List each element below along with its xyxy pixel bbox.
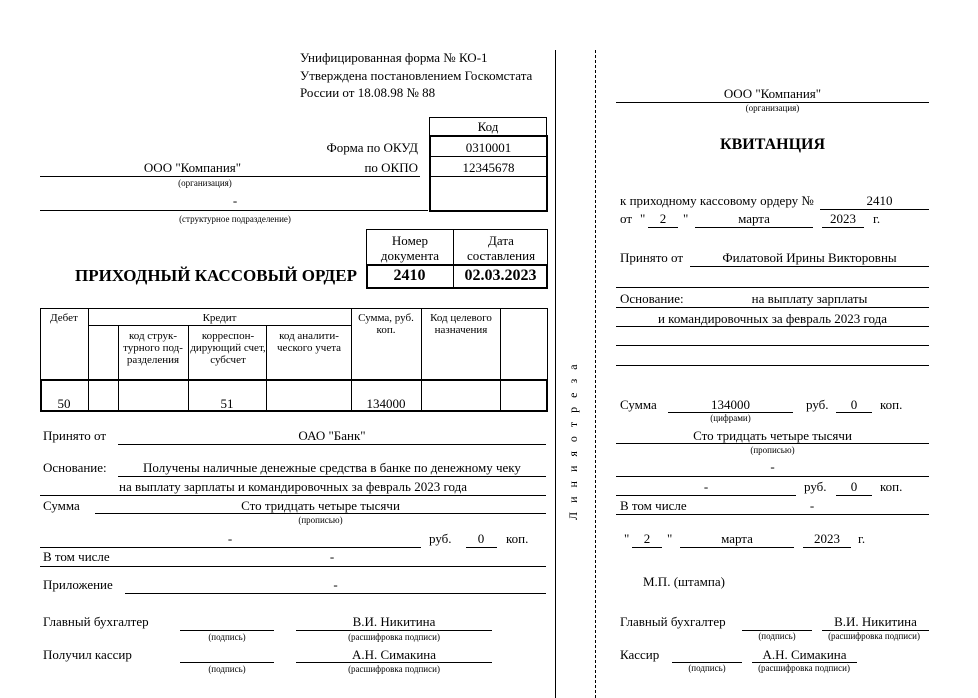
- receipt-kop2-value: 0: [850, 479, 858, 494]
- receipt-to-order-label: к приходному кассовому ордеру №: [620, 193, 814, 208]
- okud-value: 0310001: [465, 140, 512, 155]
- attachment-label: Приложение: [43, 577, 113, 592]
- accounts-table-row: [40, 379, 548, 412]
- attachment-value: -: [333, 577, 338, 592]
- kop-label: коп.: [506, 531, 529, 546]
- kop-value: 0: [477, 531, 485, 546]
- receipt-received-from-label: Принято от: [620, 250, 684, 265]
- receipt-quote-close: ": [683, 211, 689, 226]
- chief-decode-caption: (расшифровка подписи): [348, 632, 440, 642]
- col-debit: Дебет: [50, 312, 78, 324]
- receipt-cashier-name: А.Н. Симакина: [762, 647, 847, 662]
- cashier-name: А.Н. Симакина: [351, 647, 437, 662]
- doc-date: 02.03.2023: [464, 267, 537, 284]
- sum-words: Сто тридцать четыре тысячи: [241, 498, 400, 513]
- receipt-order-number: 2410: [866, 193, 893, 208]
- receipt-kop2-label: коп.: [880, 479, 903, 494]
- receipt-rub-dash: -: [703, 479, 709, 494]
- received-from-value: ОАО "Банк": [298, 428, 366, 443]
- receipt-from-label: от: [620, 211, 633, 226]
- including-label: В том числе: [43, 549, 110, 564]
- col-analytic: код аналити-ческого учета: [276, 330, 342, 354]
- form-header-line1: Унифицированная форма № КО-1: [300, 50, 488, 65]
- receipt-sum-words: Сто тридцать четыре тысячи: [693, 428, 852, 443]
- receipt-quote-open: ": [640, 211, 646, 226]
- doc-title: ПРИХОДНЫЙ КАССОВЫЙ ОРДЕР: [75, 266, 357, 285]
- form-header-line3: России от 18.08.98 № 88: [300, 85, 436, 100]
- basis-line2: на выплату зарплаты и командировочных за февраль 2023 года: [119, 479, 467, 494]
- receipt-including-label: В том числе: [620, 498, 687, 513]
- division-caption: (структурное подразделение): [179, 214, 291, 224]
- receipt-stamp: М.П. (штампа): [643, 574, 725, 589]
- rub-label: руб.: [429, 531, 452, 546]
- receipt-cashier-sign-caption: (подпись): [688, 663, 726, 673]
- receipt-words-dash: -: [770, 459, 775, 474]
- okud-label: Форма по ОКУД: [326, 140, 418, 155]
- receipt-rub2-label: руб.: [804, 479, 827, 494]
- doc-date-header: Дата составления: [466, 233, 536, 263]
- receipt-kop-value: 0: [850, 397, 858, 412]
- col-corr: корреспон-дирующий счет, субсчет: [190, 330, 266, 366]
- received-from-label: Принято от: [43, 428, 107, 443]
- receipt-chief-sign-caption: (подпись): [758, 631, 796, 641]
- receipt-quote2-open: ": [624, 531, 630, 546]
- receipt-rub-label: руб.: [806, 397, 829, 412]
- receipt-cashier-decode-caption: (расшифровка подписи): [758, 663, 850, 673]
- cashier-sign-caption: (подпись): [208, 664, 246, 674]
- receipt-chief-name: В.И. Никитина: [834, 614, 917, 629]
- receipt-day: 2: [659, 211, 667, 226]
- cut-line-dashed: [595, 50, 596, 698]
- receipt-chief-decode-caption: (расшифровка подписи): [828, 631, 920, 641]
- col-credit: Кредит: [202, 312, 237, 324]
- receipt-digits-caption: (цифрами): [710, 413, 751, 423]
- okpo-label: по ОКПО: [364, 160, 418, 175]
- receipt-month2: марта: [721, 531, 753, 546]
- receipt-year2-suffix: г.: [858, 531, 866, 546]
- cashier-decode-caption: (расшифровка подписи): [348, 664, 440, 674]
- doc-number: 2410: [393, 267, 426, 284]
- doc-number-header: Номер документа: [380, 233, 440, 263]
- org-name: ООО "Компания": [143, 160, 242, 175]
- receipt-year-suffix: г.: [873, 211, 881, 226]
- receipt-words-caption: (прописью): [750, 445, 795, 455]
- receipt-basis-line1: на выплату зарплаты: [751, 291, 868, 306]
- receipt-title: КВИТАНЦИЯ: [719, 136, 826, 153]
- including-value: -: [329, 549, 335, 564]
- col-struct: код струк-турного под-разделения: [123, 330, 183, 366]
- receipt-quote2-close: ": [667, 531, 673, 546]
- form-header-line2: Утверждена постановлением Госкомстата: [300, 68, 533, 83]
- sum-dash: -: [227, 531, 233, 546]
- receipt-month: марта: [738, 211, 770, 226]
- receipt-org-name: ООО "Компания": [723, 86, 822, 101]
- sum-words-caption: (прописью): [298, 515, 343, 525]
- chief-name: В.И. Никитина: [352, 614, 436, 629]
- basis-label: Основание:: [43, 460, 107, 475]
- cut-line-solid: [555, 50, 556, 698]
- receipt-kop-label: коп.: [880, 397, 903, 412]
- receipt-sum-label: Сумма: [620, 397, 657, 412]
- receipt-day2: 2: [643, 531, 651, 546]
- receipt-basis-line2: и командировочных за февраль 2023 года: [657, 311, 888, 326]
- col-sum: Сумма, руб. коп.: [358, 312, 414, 336]
- division-value: -: [232, 193, 238, 208]
- receipt-received-from: Филатовой Ирины Викторовны: [722, 250, 897, 265]
- receipt-chief-label: Главный бухгалтер: [620, 614, 726, 629]
- col-target: Код целевого назначения: [430, 312, 492, 336]
- receipt-cashier-label: Кассир: [620, 647, 660, 662]
- row-sum: 134000: [366, 396, 406, 411]
- cashier-label: Получил кассир: [43, 647, 132, 662]
- chief-accountant-label: Главный бухгалтер: [43, 614, 149, 629]
- row-corr: 51: [220, 396, 234, 411]
- okpo-value: 12345678: [462, 160, 515, 175]
- receipt-sum-digits: 134000: [711, 397, 750, 412]
- receipt-org-caption: (организация): [745, 103, 800, 113]
- basis-line1: Получены наличные денежные средства в банке по денежному чеку: [143, 460, 521, 475]
- chief-sign-caption: (подпись): [208, 632, 246, 642]
- receipt-including-value: -: [809, 498, 815, 513]
- row-debit: 50: [57, 396, 71, 411]
- cut-line-text: Л и н и я о т р е з а: [566, 361, 580, 520]
- receipt-year: 2023: [830, 211, 856, 226]
- code-title: Код: [477, 119, 499, 134]
- receipt-basis-label: Основание:: [620, 291, 684, 306]
- org-caption: (организация): [178, 178, 232, 188]
- receipt-year2: 2023: [814, 531, 840, 546]
- sum-label: Сумма: [43, 498, 80, 513]
